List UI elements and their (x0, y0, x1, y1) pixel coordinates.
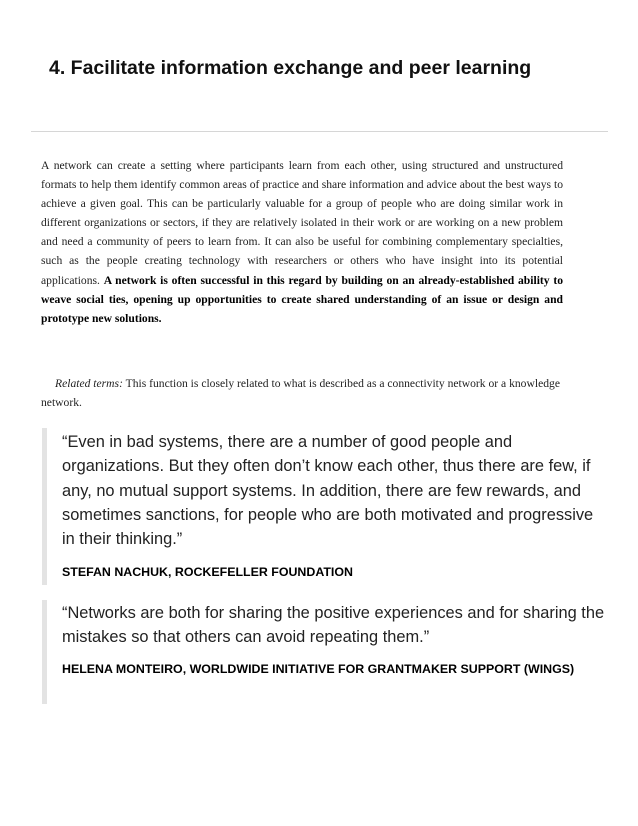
body-paragraph-text: A network can create a setting where participants learn from each other, using structured and unstructured formats to help them identify common areas of practice and share information and advice about the best ways to achieve a given goal. This can be particularly valuable for a group of people who are doing similar work in different organizations or sectors, if they are relatively isolated in their work or are working on a new problem and need a community of peers to learn from. It can also be useful for combining complementary specialties, such as the people creating technology with researchers or others who have insight into its potential applications. (41, 159, 563, 287)
quote-text: “Even in bad systems, there are a number of good people and organizations. But they often don’t know each other, thus there are few, if any, no mutual support systems. In addition, there are few rewards, and sometimes sanctions, for people who are both motivated and progressive in their thinking.” (62, 433, 594, 549)
quote-text: “Networks are both for sharing the positive experiences and for sharing the mistakes so that others can avoid repeating them.” (62, 604, 605, 647)
body-paragraph (41, 156, 563, 328)
related-terms-text: This function is closely related to what is described as a connectivity network or a knowledge network. (41, 377, 560, 410)
quote-attribution: HELENA MONTEIRO, WORLDWIDE INITIATIVE FOR GRANTMAKER SUPPORT (WINGS) (62, 661, 575, 676)
related-terms-label: Related terms: (55, 377, 123, 390)
heading-divider (31, 131, 608, 132)
body-paragraph-bold: A network is often successful in this regard by building on an already-established ability to weave social ties, opening up opportunities to create shared understanding of an issue or design and prototype new solutions. (41, 273, 563, 325)
related-terms (41, 374, 601, 412)
section-heading: 4. Facilitate information exchange and peer learning (49, 57, 532, 79)
pull-quote-1 (42, 428, 607, 585)
quote-attribution: STEFAN NACHUK, ROCKEFELLER FOUNDATION (62, 565, 353, 580)
pull-quote-2 (42, 600, 610, 704)
